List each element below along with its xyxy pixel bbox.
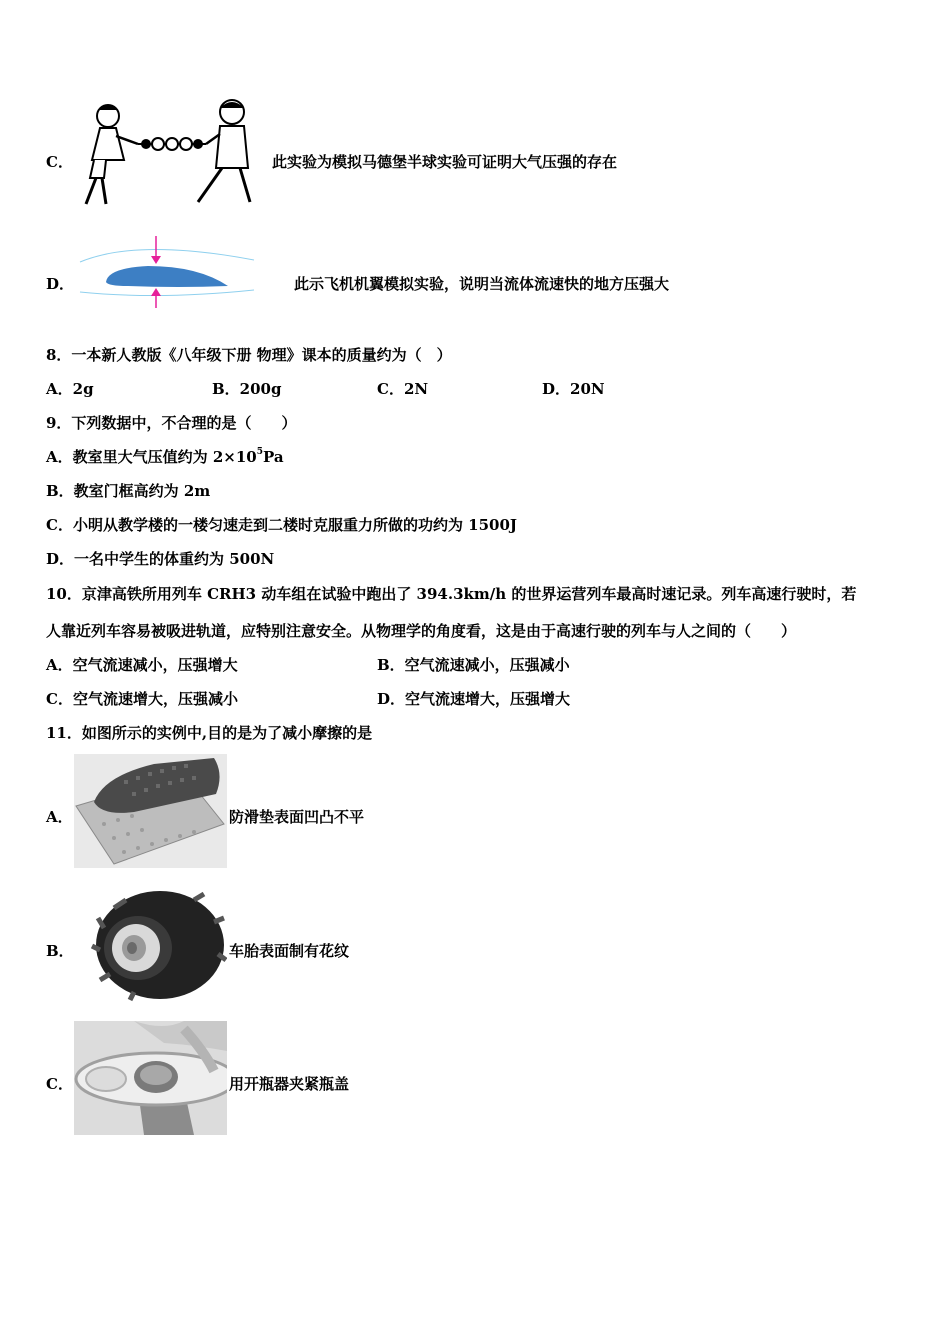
q11-option-b-label: B． (46, 942, 74, 960)
tire-photo (74, 888, 227, 1002)
q10-stem-line2: 人靠近列车容易被吸进轨道，应特别注意安全。从物理学的角度看，这是由于高速行驶的列车与人之间的（ ） (46, 622, 797, 640)
q7-option-d-text: 此示飞机机翼模拟实验，说明当流体流速快的地方压强大 (294, 275, 670, 293)
q8-stem: 8．一本新人教版《八年级下册 物理》课本的质量约为（ ） (46, 346, 452, 364)
q9-option-a-unit: Pa (263, 448, 284, 466)
q10-option-d: D．空气流速增大，压强增大 (377, 690, 571, 708)
q8-option-a: A．2g (46, 380, 94, 398)
q11-option-c-label: C． (46, 1075, 73, 1093)
q9-option-a (46, 447, 284, 467)
q10-option-b: B．空气流速减小，压强减小 (377, 656, 570, 674)
q11-option-c-text: 用开瓶器夹紧瓶盖 (229, 1075, 350, 1093)
q7-option-c-text: 此实验为模拟马德堡半球实验可证明大气压强的存在 (272, 153, 618, 171)
q9-option-a-prefix: A．教室里大气压值约为 2×10 (46, 448, 257, 466)
q9-option-b: B．教室门框高约为 2m (46, 482, 211, 500)
q8-option-b: B．200g (212, 380, 282, 398)
q9-option-c: C．小明从教学楼的一楼匀速走到二楼时克服重力所做的功约为 1500J (46, 516, 518, 534)
q9-stem: 9．下列数据中，不合理的是（ ） (46, 414, 297, 432)
q9-option-d: D．一名中学生的体重约为 500N (46, 550, 275, 568)
q7-option-c-label: C． (46, 153, 73, 171)
q10-stem-line1: 10．京津高铁所用列车 CRH3 动车组在试验中跑出了 394.3km/h 的世界运营列车最高时速记录。列车高速行驶时，若 (46, 585, 857, 603)
q9-option-a-exponent: 5 (256, 447, 264, 457)
q11-option-b-text: 车胎表面制有花纹 (229, 942, 350, 960)
magdeburg-tug-figure (80, 98, 260, 214)
anti-slip-mat-photo (74, 754, 227, 868)
q11-option-a-text: 防滑垫表面凹凸不平 (229, 808, 365, 826)
q8-option-d: D．20N (542, 380, 605, 398)
q8-option-c: C．2N (377, 380, 429, 398)
q7-option-d-label: D． (46, 275, 75, 293)
q10-option-c: C．空气流速增大，压强减小 (46, 690, 238, 708)
airfoil-figure (78, 234, 256, 310)
q10-option-a: A．空气流速减小，压强增大 (46, 656, 238, 674)
q11-option-a-label: A． (46, 808, 73, 826)
bottle-opener-photo (74, 1021, 227, 1135)
q11-stem: 11．如图所示的实例中,目的是为了减小摩擦的是 (46, 724, 373, 742)
